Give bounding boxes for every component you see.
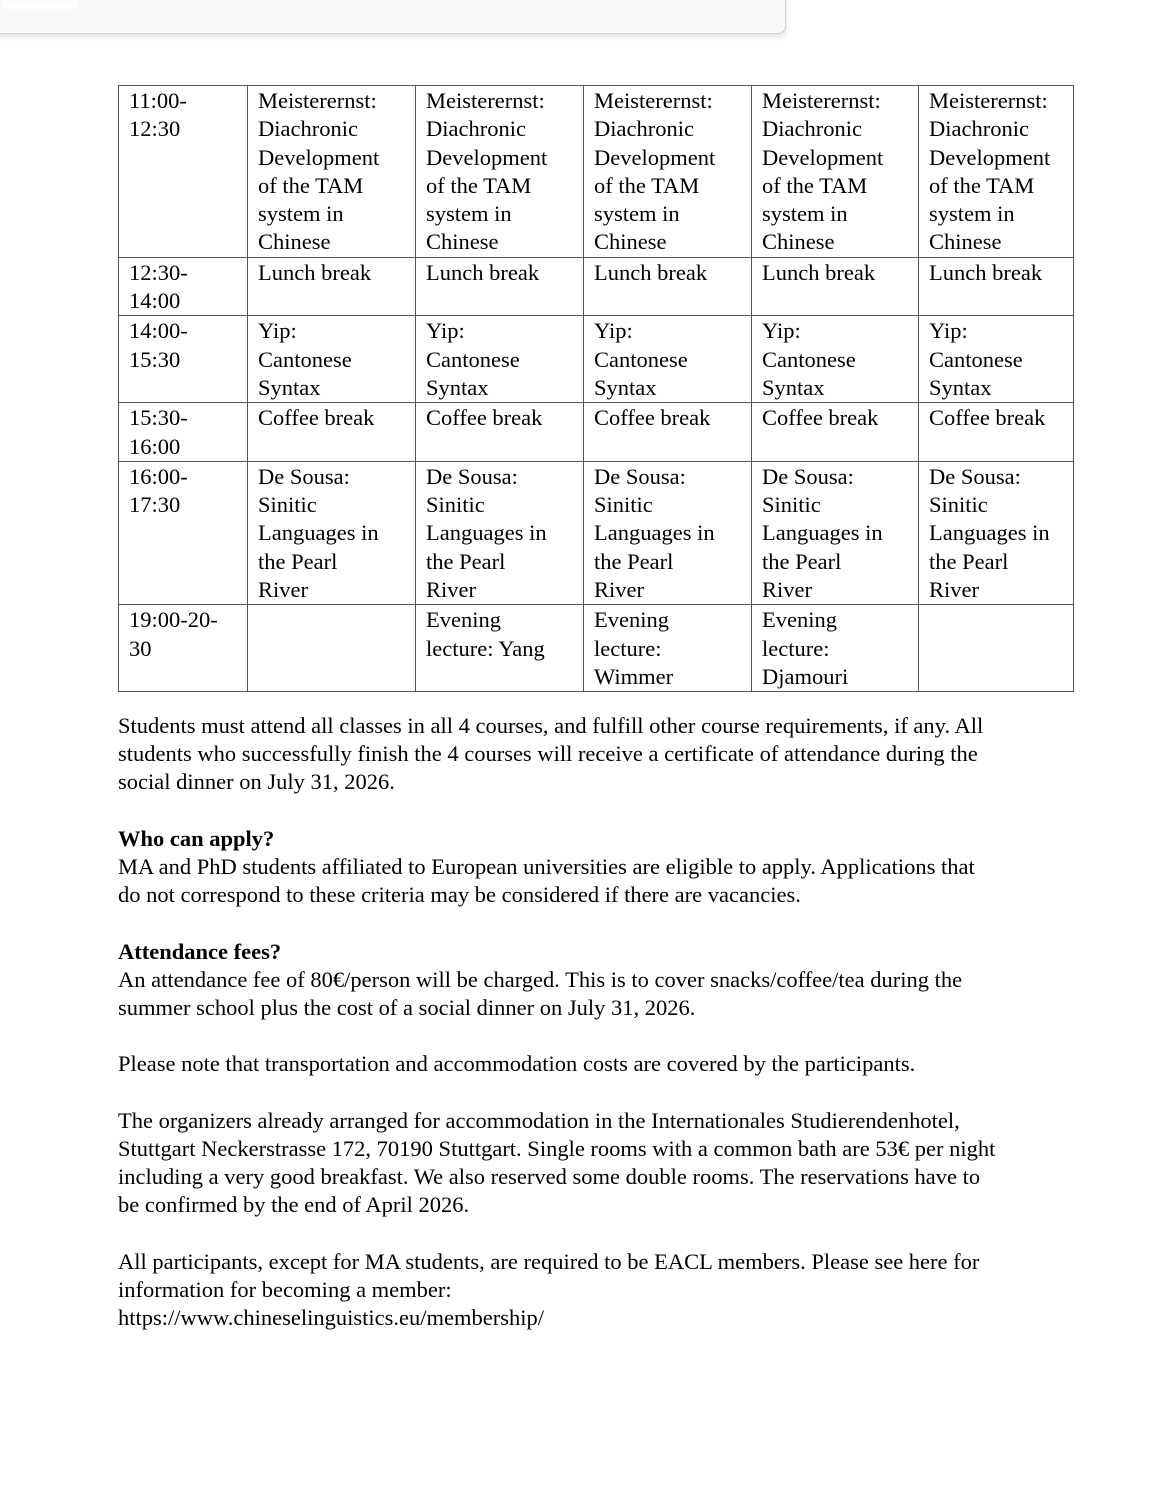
session-cell: Lunch break <box>752 257 919 316</box>
time-slot-cell: 12:30- 14:00 <box>119 257 248 316</box>
session-cell: Yip: Cantonese Syntax <box>752 316 919 403</box>
session-cell: De Sousa: Sinitic Languages in the Pearl River <box>919 461 1074 604</box>
viewer-toolbar <box>0 0 786 34</box>
session-cell: Coffee break <box>919 403 1074 462</box>
membership-paragraph: All participants, except for MA students, are required to be EACL members. Please see here for information for becoming a member: https://www.chineselinguistics.eu/membership/ <box>118 1248 1078 1333</box>
session-cell: Coffee break <box>248 403 416 462</box>
who-can-apply-heading: Who can apply? <box>118 825 275 851</box>
session-cell: Lunch break <box>248 257 416 316</box>
schedule-table <box>118 85 1074 692</box>
attendance-fees-heading: Attendance fees? <box>118 938 282 964</box>
time-slot-cell: 14:00- 15:30 <box>119 316 248 403</box>
session-cell: Lunch break <box>584 257 752 316</box>
who-can-apply-section: Who can apply? MA and PhD students affiliated to European universities are eligible to apply. Applications that do not correspond to these criteria may be considered if there are vacancies. <box>118 825 1078 910</box>
session-cell: Lunch break <box>919 257 1074 316</box>
session-cell: De Sousa: Sinitic Languages in the Pearl River <box>584 461 752 604</box>
session-cell: Meisterernst: Diachronic Development of the TAM system in Chinese <box>416 86 584 258</box>
session-cell: Coffee break <box>584 403 752 462</box>
membership-link[interactable]: https://www.chineselinguistics.eu/membership/ <box>118 1305 544 1331</box>
session-cell: De Sousa: Sinitic Languages in the Pearl River <box>248 461 416 604</box>
session-cell: De Sousa: Sinitic Languages in the Pearl River <box>416 461 584 604</box>
session-cell: Lunch break <box>416 257 584 316</box>
session-cell: Evening lecture: Djamouri <box>752 605 919 692</box>
attendance-fees-section: Attendance fees? An attendance fee of 80€/person will be charged. This is to cover snacks/coffee/tea during the summer school plus the cost of a social dinner on July 31, 2026. <box>118 938 1078 1023</box>
time-slot-cell: 16:00- 17:30 <box>119 461 248 604</box>
session-cell <box>248 605 416 692</box>
session-cell: Yip: Cantonese Syntax <box>416 316 584 403</box>
schedule-row <box>119 403 1074 462</box>
time-slot-cell: 19:00-20- 30 <box>119 605 248 692</box>
session-cell: Evening lecture: Yang <box>416 605 584 692</box>
session-cell: Coffee break <box>752 403 919 462</box>
transportation-note: Please note that transportation and accommodation costs are covered by the participants. <box>118 1051 916 1077</box>
toolbar-tab[interactable] <box>3 1 77 9</box>
session-cell: Meisterernst: Diachronic Development of the TAM system in Chinese <box>248 86 416 258</box>
accommodation-paragraph: The organizers already arranged for accommodation in the Internationales Studierendenhotel, Stuttgart Neckerstrasse 172, 70190 Stuttgart. Single rooms with a common bath are 53€ per night including a very good breakfast. We also reserved some double rooms. The reservations have to be confirmed by the end of April 2026. <box>118 1107 996 1218</box>
schedule-row <box>119 605 1074 692</box>
time-slot-cell: 11:00- 12:30 <box>119 86 248 258</box>
session-cell: Yip: Cantonese Syntax <box>584 316 752 403</box>
schedule-row <box>119 86 1074 258</box>
session-cell: Yip: Cantonese Syntax <box>919 316 1074 403</box>
attendance-requirement-paragraph: Students must attend all classes in all 4 courses, and fulfill other course requirements, if any. All students who successfully finish the 4 courses will receive a certificate of attendance during the social dinner on July 31, 2026. <box>118 713 984 795</box>
session-cell: Coffee break <box>416 403 584 462</box>
document-body <box>118 712 1078 1361</box>
session-cell: Yip: Cantonese Syntax <box>248 316 416 403</box>
time-slot-cell: 15:30- 16:00 <box>119 403 248 462</box>
schedule-row <box>119 257 1074 316</box>
session-cell <box>919 605 1074 692</box>
schedule-row <box>119 316 1074 403</box>
session-cell: Meisterernst: Diachronic Development of the TAM system in Chinese <box>919 86 1074 258</box>
session-cell: De Sousa: Sinitic Languages in the Pearl River <box>752 461 919 604</box>
session-cell: Meisterernst: Diachronic Development of the TAM system in Chinese <box>584 86 752 258</box>
schedule-row <box>119 461 1074 604</box>
session-cell: Meisterernst: Diachronic Development of the TAM system in Chinese <box>752 86 919 258</box>
session-cell: Evening lecture: Wimmer <box>584 605 752 692</box>
